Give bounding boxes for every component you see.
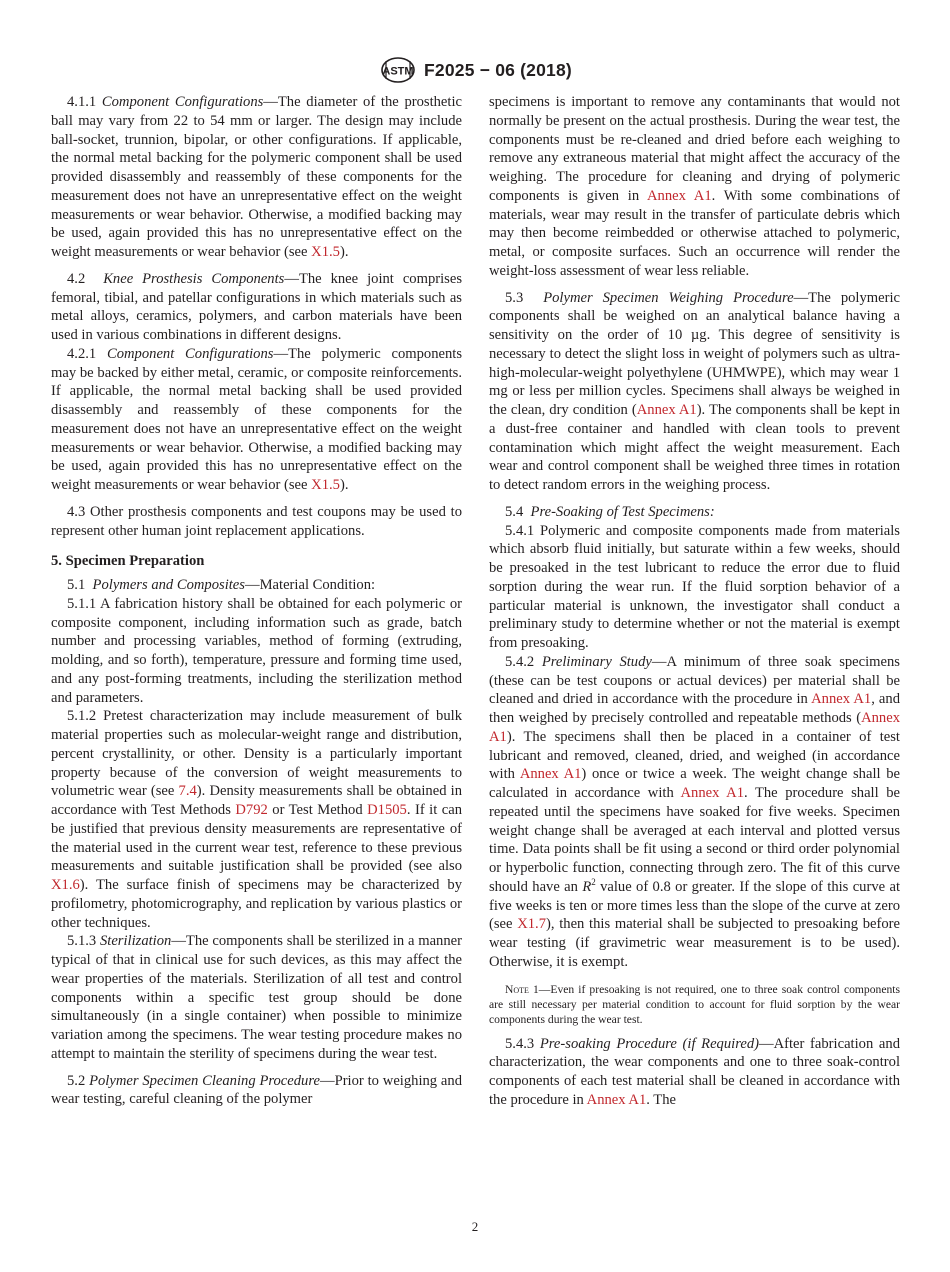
section-number: 4.2.1 (67, 345, 97, 362)
ref-link-annex-a1[interactable]: Annex A1 (519, 766, 582, 783)
ref-link-x1-5[interactable]: X1.5 (311, 477, 340, 493)
note-1 (489, 982, 900, 1027)
section-title: Polymer Specimen Cleaning Procedure (89, 1072, 320, 1089)
note-label: Note 1 (505, 982, 539, 996)
paragraph-text: . The procedure shall be repeated until the specimens have soaked for five weeks. Specimen weight change shall be averaged at each interval and plotted versus time. Data points shall be fit using a second or third order polynomial or hyperbolic function, connecting through zero. The fit of this curve should have an (489, 785, 900, 895)
right-column (489, 93, 900, 1110)
paragraph-text: ). The surface finish of specimens may be characterized by profilometry, photomicrography, and replication by various plastics or other techniques. (51, 877, 462, 931)
paragraph-5-4-2 (489, 653, 900, 972)
section-number: 4.2 (67, 270, 86, 287)
section-5-heading: 5. Specimen Preparation (51, 553, 205, 570)
section-number: 5.1 (67, 577, 86, 593)
paragraph-5-1 (51, 576, 462, 595)
ref-link-annex-a1[interactable]: Annex A1 (636, 402, 697, 418)
paragraph-text: . If it can be justified that previous density measurements are representative of the material used in the current wear test, reference to these previous measurements and suitable justification shall be provided (see also (51, 802, 462, 875)
paragraph-4-2 (51, 270, 462, 345)
paragraph-text: , and then weighed by precisely controlled and repeatable methods ( (489, 691, 901, 726)
section-number: 5.2 (67, 1072, 86, 1089)
left-column (51, 93, 462, 1109)
paragraph-5-1-2 (51, 707, 462, 932)
ref-link-annex-a1[interactable]: Annex A1 (811, 691, 872, 708)
section-number: 5.3 (505, 289, 524, 306)
paragraph-text: . With some combinations of materials, wear may result in the transfer of particulate debris which may then become reimbedded or otherwise attached to polymeric, metal, or composite surfaces. Such an occurrence will render the weight-loss assessment of wear less reliable. (489, 187, 901, 279)
exponent: 2 (591, 876, 596, 887)
ref-link-x1-7[interactable]: X1.7 (517, 916, 546, 933)
section-number: 5.4 (505, 503, 524, 520)
paragraph-5-4 (489, 503, 900, 522)
ref-link-x1-5[interactable]: X1.5 (311, 244, 340, 260)
paragraph-text: specimens is important to remove any contaminants that would not normally be present on the actual prosthesis. During the wear test, the components must be re-cleaned and dried before each weighing to remove any extraneous material that might affect the accuracy of the weighing. The procedure for cleaning and drying of polymeric components is given in (489, 94, 900, 204)
paragraph-text: —Material Condition: (244, 577, 376, 593)
paragraph-text: ). Density measurements shall be obtained in accordance with Test Methods (51, 783, 463, 818)
section-title: Pre-soaking Procedure (if Required) (539, 1035, 759, 1052)
svg-text:ASTM: ASTM (382, 65, 414, 78)
paragraph-text: —A minimum of three soak specimens (these can be test coupons or actual devices) per material shall be cleaned and dried in accordance with the procedure in (489, 653, 900, 708)
paragraph-5-2 (51, 1072, 462, 1110)
paragraph-5-3 (489, 289, 900, 495)
section-title: Component Configurations (101, 94, 264, 110)
section-title: Preliminary Study (541, 653, 652, 670)
section-title: Knee Prosthesis Components (103, 270, 285, 287)
paragraph-text: —After fabrication and characterization, the wear components and one to three soak-control components of each test material shall be cleaned in accordance with the procedure in (489, 1035, 900, 1108)
paragraph-text: ). The components shall be kept in a dust-free container and handled with clean tools to prevent contamination which might affect the weight measurement. Each wear and control component shall be weighed three times in rotation to detect random errors in the weighing process. (489, 402, 900, 493)
paragraph-text: ). The specimens shall then be placed in a container of test lubricant and removed, cleaned, dried, and weighed (in accordance with (489, 728, 900, 783)
page-header (0, 56, 950, 84)
paragraph-text: ), then this material shall be subjected to presoaking before wear testing (if gravimetric wear measurement is to be used). Otherwise, it is exempt. (489, 916, 900, 970)
section-number: 5.4.2 (505, 653, 535, 670)
paragraph-5-1-1: 5.1.1 A fabrication history shall be obtained for each polymeric or composite component, including information such as grade, batch number and processing variables, method of forming (extruding, molding, and so forth), temperature, pressure and forming time used, and any post-forming treatments, including the sterilization method and parameters. (51, 595, 462, 706)
section-title: Sterilization (99, 933, 172, 950)
section-title: Component Configurations (106, 345, 274, 362)
ref-link-x1-6[interactable]: X1.6 (51, 877, 80, 893)
paragraph-text: —The knee joint comprises femoral, tibial, and patellar configurations in which materials such as metal alloys, ceramics, polymers, and carbon materials have been used in various combinations in different designs. (51, 270, 462, 343)
ref-link-d792[interactable]: D792 (235, 802, 268, 818)
paragraph-5-2-continued (489, 93, 900, 281)
ref-link-annex-a1[interactable]: Annex A1 (680, 785, 744, 801)
astm-logo-icon (378, 57, 418, 83)
paragraph-5-4-1: 5.4.1 Polymeric and composite components made from materials which absorb fluid initially, but saturate within a few weeks, should be presoaked in the test lubricant to reduce the error due to fluid sorption during the wear run. If the fluid sorption behavior of a particular material is unknown, the investigator shall conduct a preliminary study to determine whether or not the material is exempt from presoaking. (489, 522, 900, 651)
paragraph-text: —Prior to weighing and wear testing, careful cleaning of the polymer (51, 1072, 463, 1108)
paragraph-text: ). (339, 477, 349, 493)
paragraph-4-3: 4.3 Other prosthesis components and test coupons may be used to represent other human joint replacement applications. (51, 503, 462, 539)
paragraph-5-1-3 (51, 932, 462, 1063)
paragraph-text: ) once or twice a week. The weight change shall be calculated in accordance with (489, 766, 900, 801)
note-text: —Even if presoaking is not required, one to three soak control components are still necessary per material condition to account for fluid sorption by the wear components during the wear test. (489, 982, 900, 1026)
ref-link-annex-a1[interactable]: Annex A1 (647, 187, 712, 204)
document-designation: F2025 − 06 (2018) (424, 59, 572, 80)
section-number: 5.1.3 (67, 933, 97, 950)
paragraph-text: 5.1.2 Pretest characterization may include measurement of bulk material properties such as molecular-weight range and distribution, percent crystallinity, or other. Density is a particularly important property because of the conversion of weight measurements to volumetric wear (see (51, 708, 462, 800)
section-title: Polymer Specimen Weighing Procedure (543, 289, 794, 306)
paragraph-text: —The components shall be sterilized in a manner typical of that in clinical use for such devices, as this may affect the wear properties of the materials. Sterilization of all test and control components within a specific test group should be done simultaneously (in a single container) when possible to minimize variation among the specimens. The wear testing procedure makes no attempt to maintain the sterility of specimens during the wear test. (51, 933, 462, 1062)
paragraph-text: —The diameter of the prosthetic ball may vary from 22 to 54 mm or larger. The design may include ball-socket, trunnion, bipolar, or other configurations. If applicable, the normal metal backing for the polymeric component shall be used provided disassembly and reassembly of these components for the measurement does not have an unrepresentative effect on the weight measurements or wear behavior. Otherwise, a modified backing may be used, again provided this has no unrepresentative effect on the weight measurements or wear behavior (see (51, 94, 462, 260)
ref-link-annex-a1[interactable]: Annex A1 (489, 710, 900, 745)
paragraph-text: . The (646, 1091, 676, 1108)
paragraph-text: value of 0.8 or greater. If the slope of this curve at five weeks is ten or more times less than the slope of the curve at zero (see (489, 878, 900, 933)
ref-link-7-4[interactable]: 7.4 (178, 783, 197, 800)
section-title: Polymers and Composites (92, 577, 245, 593)
section-number: 5.4.3 (505, 1035, 535, 1052)
paragraph-text: —The polymeric components shall be weighed on an analytical balance having a sensitivity on the order of 10 µg. This degree of sensitivity is necessary to detect the slight loss in weight of polymers such as ultra-high-molecular-weight polyethylene (UHMWPE), which may wear 1 mg or less per million cycles. Specimens shall always be weighed in the clean, dry condition ( (489, 289, 900, 418)
page-number: 2 (471, 1219, 479, 1234)
section-title: Pre-Soaking of Test Specimens: (530, 503, 715, 520)
paragraph-text: or Test Method (267, 802, 368, 818)
ref-link-d1505[interactable]: D1505 (367, 802, 407, 818)
paragraph-text: —The polymeric components may be backed by either metal, ceramic, or composite reinforcements. If applicable, the normal metal backing shall be used provided disassembly and reassembly of these components for the measurement does not have an unrepresentative effect on the weight measurements or wear behavior. Otherwise, a modified backing may be used, again provided this has no unrepresentative effect on the weight measurements or wear behavior (see (51, 345, 462, 493)
section-number: 4.1.1 (67, 94, 97, 110)
paragraph-text: ). (339, 244, 349, 260)
paragraph-4-1-1 (51, 93, 462, 262)
paragraph-4-2-1 (51, 345, 462, 495)
r-squared-symbol: R (582, 878, 592, 895)
paragraph-5-4-3 (489, 1035, 900, 1110)
ref-link-annex-a1[interactable]: Annex A1 (586, 1091, 647, 1108)
